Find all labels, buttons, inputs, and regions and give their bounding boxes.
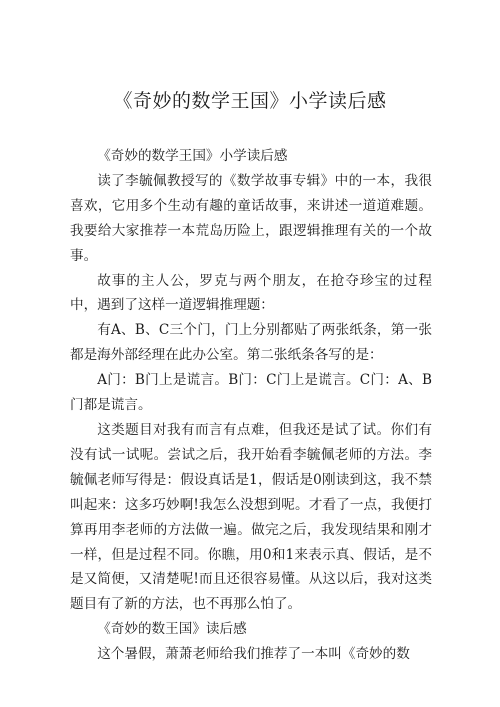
page-title: 《奇妙的数学王国》小学读后感 (113, 90, 387, 112)
article-body (70, 144, 432, 667)
paragraph: 故事的主人公，罗克与两个朋友，在抢夺珍宝的过程中，遇到了这样一道逻辑推理题： (70, 272, 432, 314)
paragraph-subtitle: 《奇妙的数学王国》小学读后感 (97, 148, 288, 164)
paragraph: 这类题目对我有而言有点难，但我还是试了试。你们有没有试一试呢。尝试之后，我开始看李毓佩老师的方法。李毓佩老师写得是：假设真话是1，假话是0刚读到这，我不禁叫起来：这多巧妙啊!我怎么没想到呢。才看了一点，我便打算再用李老师的方法做一遍。做完之后，我发现结果和刚才一样，但是过程不同。你瞧，用0和1来表示真、假话，是不是又简便，又清楚呢!而且还很容易懂。从这以后，我对这类题目有了新的方法，也不再那么怕了。 (70, 421, 432, 613)
paragraph: 有A、B、C三个门，门上分别都贴了两张纸条，第一张都是海外部经理在此办公室。第二张纸条各写的是： (70, 322, 432, 364)
paragraph: 读了李毓佩教授写的《数学故事专辑》中的一本，我很喜欢，它用多个生动有趣的童话故事，来讲述一道道难题。我要给大家推荐一本荒岛历险上，跟逻辑推理有关的一个故事。 (70, 172, 432, 264)
paragraph: 这个暑假，萧萧老师给我们推荐了一本叫《奇妙的数 (97, 646, 410, 663)
paragraph: A门：B门上是谎言。B门：C门上是谎言。C门：A、B门都是谎言。 (70, 372, 432, 414)
paragraph-subtitle: 《奇妙的数王国》读后感 (97, 621, 247, 638)
